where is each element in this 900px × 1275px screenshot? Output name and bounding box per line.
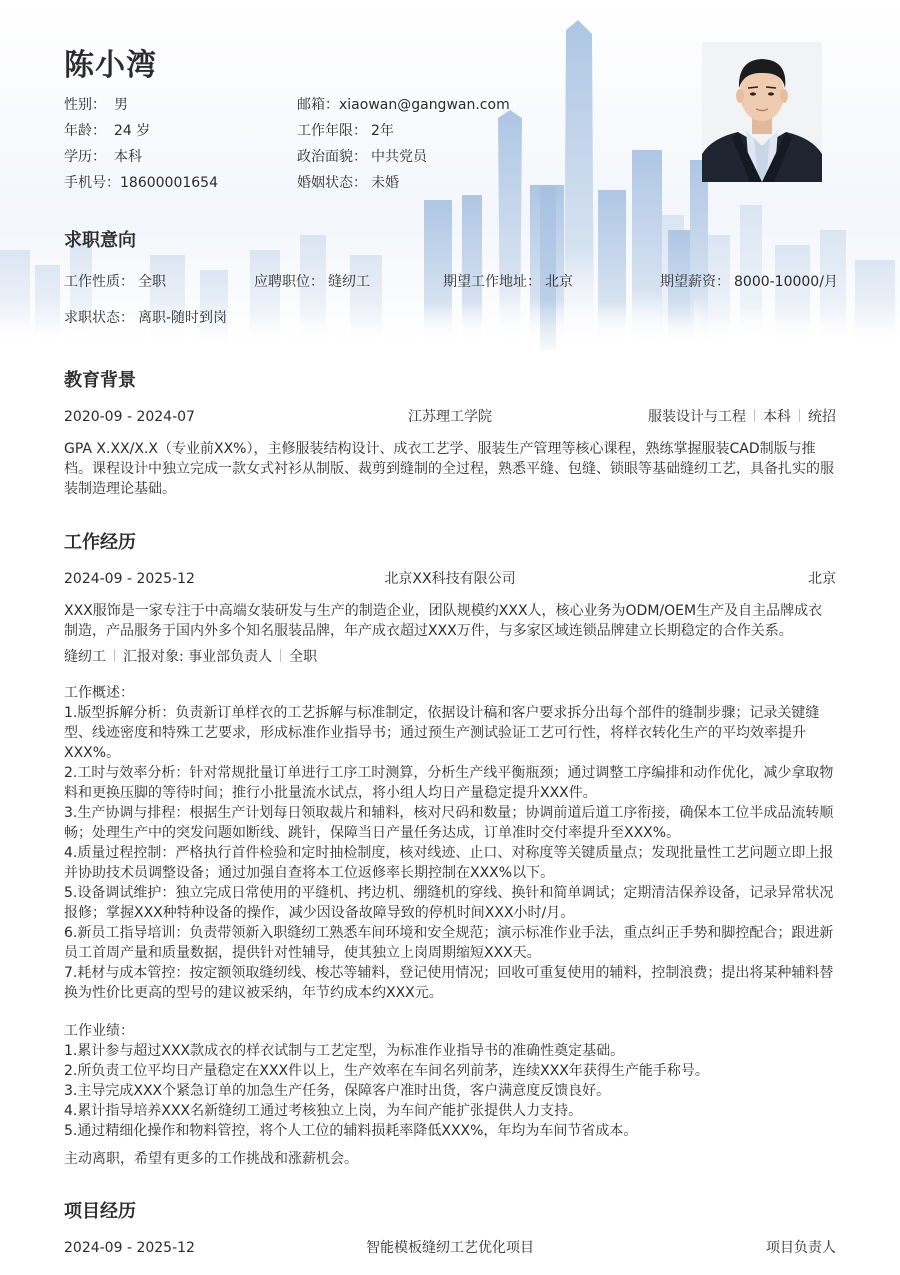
project-name: 智能模板缝纫工艺优化项目 — [366, 1240, 534, 1256]
intent-status — [64, 308, 227, 328]
education-description: GPA X.XX/X.X（专业前XX%），主修服装结构设计、成衣工艺学、服装生产管理等核心课程，熟练掌握服装CAD制版与推档。课程设计中独立完成一款女式衬衫从制版、裁剪到缝制的全过程，熟悉平缝、包缝、锁眼等基础缝纫工艺，具备扎实的服装制造理论基础。 — [64, 441, 834, 497]
intent-location — [443, 272, 573, 292]
years-row — [297, 121, 394, 141]
intent-status-value: 离职-随时到岗 — [138, 310, 228, 326]
education-label: 学历： — [64, 149, 106, 165]
intent-location-label: 期望工作地址： — [443, 274, 541, 290]
intent-type-value: 全职 — [138, 274, 166, 290]
phone-label: 手机号： — [64, 175, 120, 191]
divider — [799, 409, 800, 422]
intent-location-value: 北京 — [545, 274, 573, 290]
marital-row — [297, 173, 399, 193]
intent-salary-label: 期望薪资： — [660, 274, 730, 290]
work-period: 2024-09 - 2025-12 — [64, 571, 195, 587]
political-label: 政治面貌： — [297, 149, 367, 165]
achievement-item: 3.主导完成XXX个紧急订单的加急生产任务，保障客户准时出货，客户满意度反馈良好。 — [64, 1083, 611, 1099]
overview-item: 4.质量过程控制：严格执行首件检验和定时抽检制度，核对线迹、止口、对称度等关键质量点；发现批量性工艺问题立即上报并协助技术员调整设备；通过加强自查将本工位返修率长期控制在XXX%以下。 — [64, 845, 834, 881]
marital-value: 未婚 — [371, 175, 399, 191]
intent-position-label: 应聘职位： — [254, 274, 324, 290]
age-row — [64, 121, 150, 141]
avatar-illustration — [702, 42, 822, 182]
education-row — [64, 147, 142, 167]
education-meta — [648, 407, 836, 427]
gender-label: 性别： — [64, 97, 106, 113]
overview-item: 1.版型拆解分析：负责新订单样衣的工艺拆解与标准制定，依据设计稿和客户要求拆分出每个部件的缝制步骤；记录关键缝型、线迹密度和特殊工艺要求，形成标准作业指导书；通过预生产测试验证工艺可行性，将样衣转化生产的平均效率提升XXX%。 — [64, 705, 820, 761]
phone-row — [64, 173, 218, 193]
achievement-item: 2.所负责工位平均日产量稳定在XXX件以上，生产效率在车间名列前茅，连续XXX年获得生产能手称号。 — [64, 1063, 709, 1079]
political-row — [297, 147, 427, 167]
profile-photo — [702, 42, 822, 182]
overview-title: 工作概述： — [64, 685, 134, 701]
leave-reason: 主动离职，希望有更多的工作挑战和涨薪机会。 — [64, 1151, 358, 1167]
overview-item: 3.生产协调与排程：根据生产计划每日领取裁片和辅料，核对尺码和数量；协调前道后道工序衔接，确保本工位半成品流转顺畅；处理生产中的突发问题如断线、跳针，保障当日产量任务达成，订单准时交付率提升至XXX%。 — [64, 805, 834, 841]
company-intro: XXX服饰是一家专注于中高端女装研发与生产的制造企业，团队规模约XXX人，核心业务为ODM/OEM生产及自主品牌成衣制造，产品服务于国内外多个知名服装品牌，年产成衣超过XXX万件，与多家区域连锁品牌建立长期稳定的合作关系。 — [64, 603, 823, 639]
work-tags — [64, 647, 317, 667]
overview-item: 7.耗材与成本管控：按定额领取缝纫线、梭芯等辅料，登记使用情况；回收可重复使用的辅料，控制浪费；提出将某种辅料替换为性价比更高的型号的建议被采纳，年节约成本约XXX元。 — [64, 965, 834, 1001]
overview-item: 2.工时与效率分析：针对常规批量订单进行工序工时测算，分析生产线平衡瓶颈；通过调整工序编排和动作优化，减少拿取物料和更换压脚的等待时间；推行小批量流水试点，将小组人均日产量稳定提升XXX件。 — [64, 765, 834, 801]
divider — [280, 649, 281, 662]
project-role: 项目负责人 — [766, 1240, 836, 1256]
intent-type — [64, 272, 166, 292]
gender-value: 男 — [114, 97, 128, 113]
divider — [754, 409, 755, 422]
email-label: 邮箱： — [297, 97, 339, 113]
intent-position-value: 缝纫工 — [328, 274, 370, 290]
overview-item: 5.设备调试维护：独立完成日常使用的平缝机、拷边机、绷缝机的穿线、换针和简单调试；定期清洁保养设备，记录异常状况报修；掌握XXX种特种设备的操作，减少因设备故障导致的停机时间XXX小时/月。 — [64, 885, 834, 921]
education-value: 本科 — [114, 149, 142, 165]
age-value: 24 岁 — [114, 123, 151, 139]
work-company: 北京XX科技有限公司 — [384, 571, 516, 587]
email-row — [297, 95, 510, 115]
work-overview — [64, 683, 836, 1003]
work-role: 缝纫工 — [64, 649, 106, 665]
gender-row — [64, 95, 128, 115]
overview-item: 6.新员工指导培训：负责带领新入职缝纫工熟悉车间环境和安全规范；演示标准作业手法，重点纠正手势和脚控配合；跟进新员工首周产量和质量数据，提供针对性辅导，使其独立上岗周期缩短XXX天。 — [64, 925, 834, 961]
achievement-item: 4.累计指导培养XXX名新缝纫工通过考核独立上岗，为车间产能扩张提供人力支持。 — [64, 1103, 583, 1119]
work-section-title: 工作经历 — [64, 532, 136, 553]
project-period: 2024-09 - 2025-12 — [64, 1240, 195, 1256]
education-section-title: 教育背景 — [64, 370, 136, 391]
work-city: 北京 — [808, 571, 836, 587]
age-label: 年龄： — [64, 123, 106, 139]
achievement-item: 5.通过精细化操作和物料管控，将个人工位的辅料损耗率降低XXX%，年均为车间节省成本。 — [64, 1123, 638, 1139]
divider — [114, 649, 115, 662]
project-section-title: 项目经历 — [64, 1201, 136, 1222]
work-report-to: 汇报对象: 事业部负责人 — [123, 649, 273, 665]
political-value: 中共党员 — [371, 149, 427, 165]
intent-type-label: 工作性质： — [64, 274, 134, 290]
years-label: 工作年限： — [297, 123, 367, 139]
education-degree: 本科 — [763, 409, 791, 425]
phone-value: 18600001654 — [120, 175, 218, 191]
achievements-title: 工作业绩： — [64, 1023, 134, 1039]
education-major: 服装设计与工程 — [648, 409, 746, 425]
education-mode: 统招 — [808, 409, 836, 425]
years-value: 2年 — [371, 123, 394, 139]
education-period: 2020-09 - 2024-07 — [64, 409, 195, 425]
intent-position — [254, 272, 370, 292]
work-achievements — [64, 1021, 836, 1141]
intent-salary — [660, 272, 838, 292]
education-school: 江苏理工学院 — [408, 409, 492, 425]
intent-section-title: 求职意向 — [64, 230, 136, 251]
intent-status-label: 求职状态： — [64, 310, 134, 326]
marital-label: 婚姻状态： — [297, 175, 367, 191]
intent-salary-value: 8000-10000/月 — [734, 274, 838, 290]
achievement-item: 1.累计参与超过XXX款成衣的样衣试制与工艺定型，为标准作业指导书的准确性奠定基础。 — [64, 1043, 625, 1059]
email-value: xiaowan@gangwan.com — [339, 97, 510, 113]
work-employment: 全职 — [289, 649, 318, 665]
candidate-name: 陈小湾 — [64, 48, 157, 83]
